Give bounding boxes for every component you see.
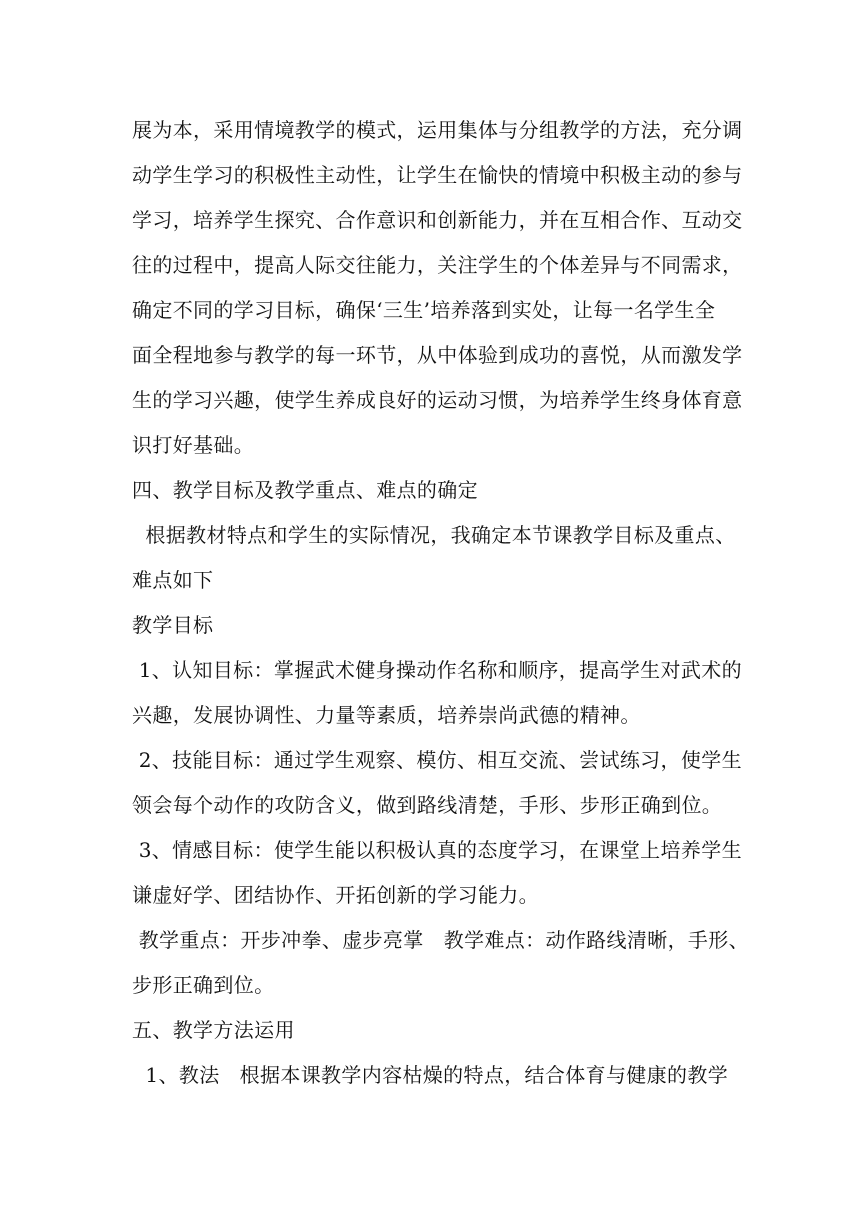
paragraph-line: 识打好基础。 <box>132 433 255 457</box>
paragraph-line: 学习，培养学生探究、合作意识和创新能力，并在互相合作、互动交 <box>132 208 743 232</box>
list-item: 1、认知目标：掌握武术健身操动作名称和顺序，提高学生对武术的 <box>132 658 742 682</box>
paragraph-line: 步形正确到位。 <box>132 973 275 997</box>
paragraph-line: 往的过程中，提高人际交往能力，关注学生的个体差异与不同需求， <box>132 253 743 277</box>
section-heading: 五、教学方法运用 <box>132 1018 295 1042</box>
paragraph-line: 生的学习兴趣，使学生养成良好的运动习惯，为培养学生终身体育意 <box>132 388 743 412</box>
paragraph-line: 难点如下 <box>132 568 214 592</box>
list-item: 3、情感目标：使学生能以积极认真的态度学习，在课堂上培养学生 <box>132 838 742 862</box>
paragraph-line: 动学生学习的积极性主动性，让学生在愉快的情境中积极主动的参与 <box>132 163 743 187</box>
paragraph-line: 谦虚好学、团结协作、开拓创新的学习能力。 <box>132 883 539 907</box>
paragraph-line: 根据教材特点和学生的实际情况，我确定本节课教学目标及重点、 <box>132 523 736 547</box>
list-item: 1、教法 根据本课教学内容枯燥的特点，结合体育与健康的教学 <box>132 1063 729 1087</box>
paragraph-line: 展为本，采用情境教学的模式，运用集体与分组教学的方法，充分调 <box>132 118 743 142</box>
paragraph-line: 确定不同的学习目标，确保‘三生’培养落到实处，让每一名学生全 <box>132 298 716 322</box>
paragraph-line: 领会每个动作的攻防含义，做到路线清楚，手形、步形正确到位。 <box>132 793 723 817</box>
paragraph-line: 兴趣，发展协调性、力量等素质，培养崇尚武德的精神。 <box>132 703 641 727</box>
list-item: 2、技能目标：通过学生观察、模仿、相互交流、尝试练习，使学生 <box>132 748 742 772</box>
paragraph-line: 面全程地参与教学的每一环节，从中体验到成功的喜悦，从而激发学 <box>132 343 743 367</box>
section-heading: 四、教学目标及教学重点、难点的确定 <box>132 478 478 502</box>
subheading: 教学目标 <box>132 613 214 637</box>
paragraph-line: 教学重点：开步冲拳、虚步亮掌 教学难点：动作路线清晰，手形、 <box>132 928 749 952</box>
